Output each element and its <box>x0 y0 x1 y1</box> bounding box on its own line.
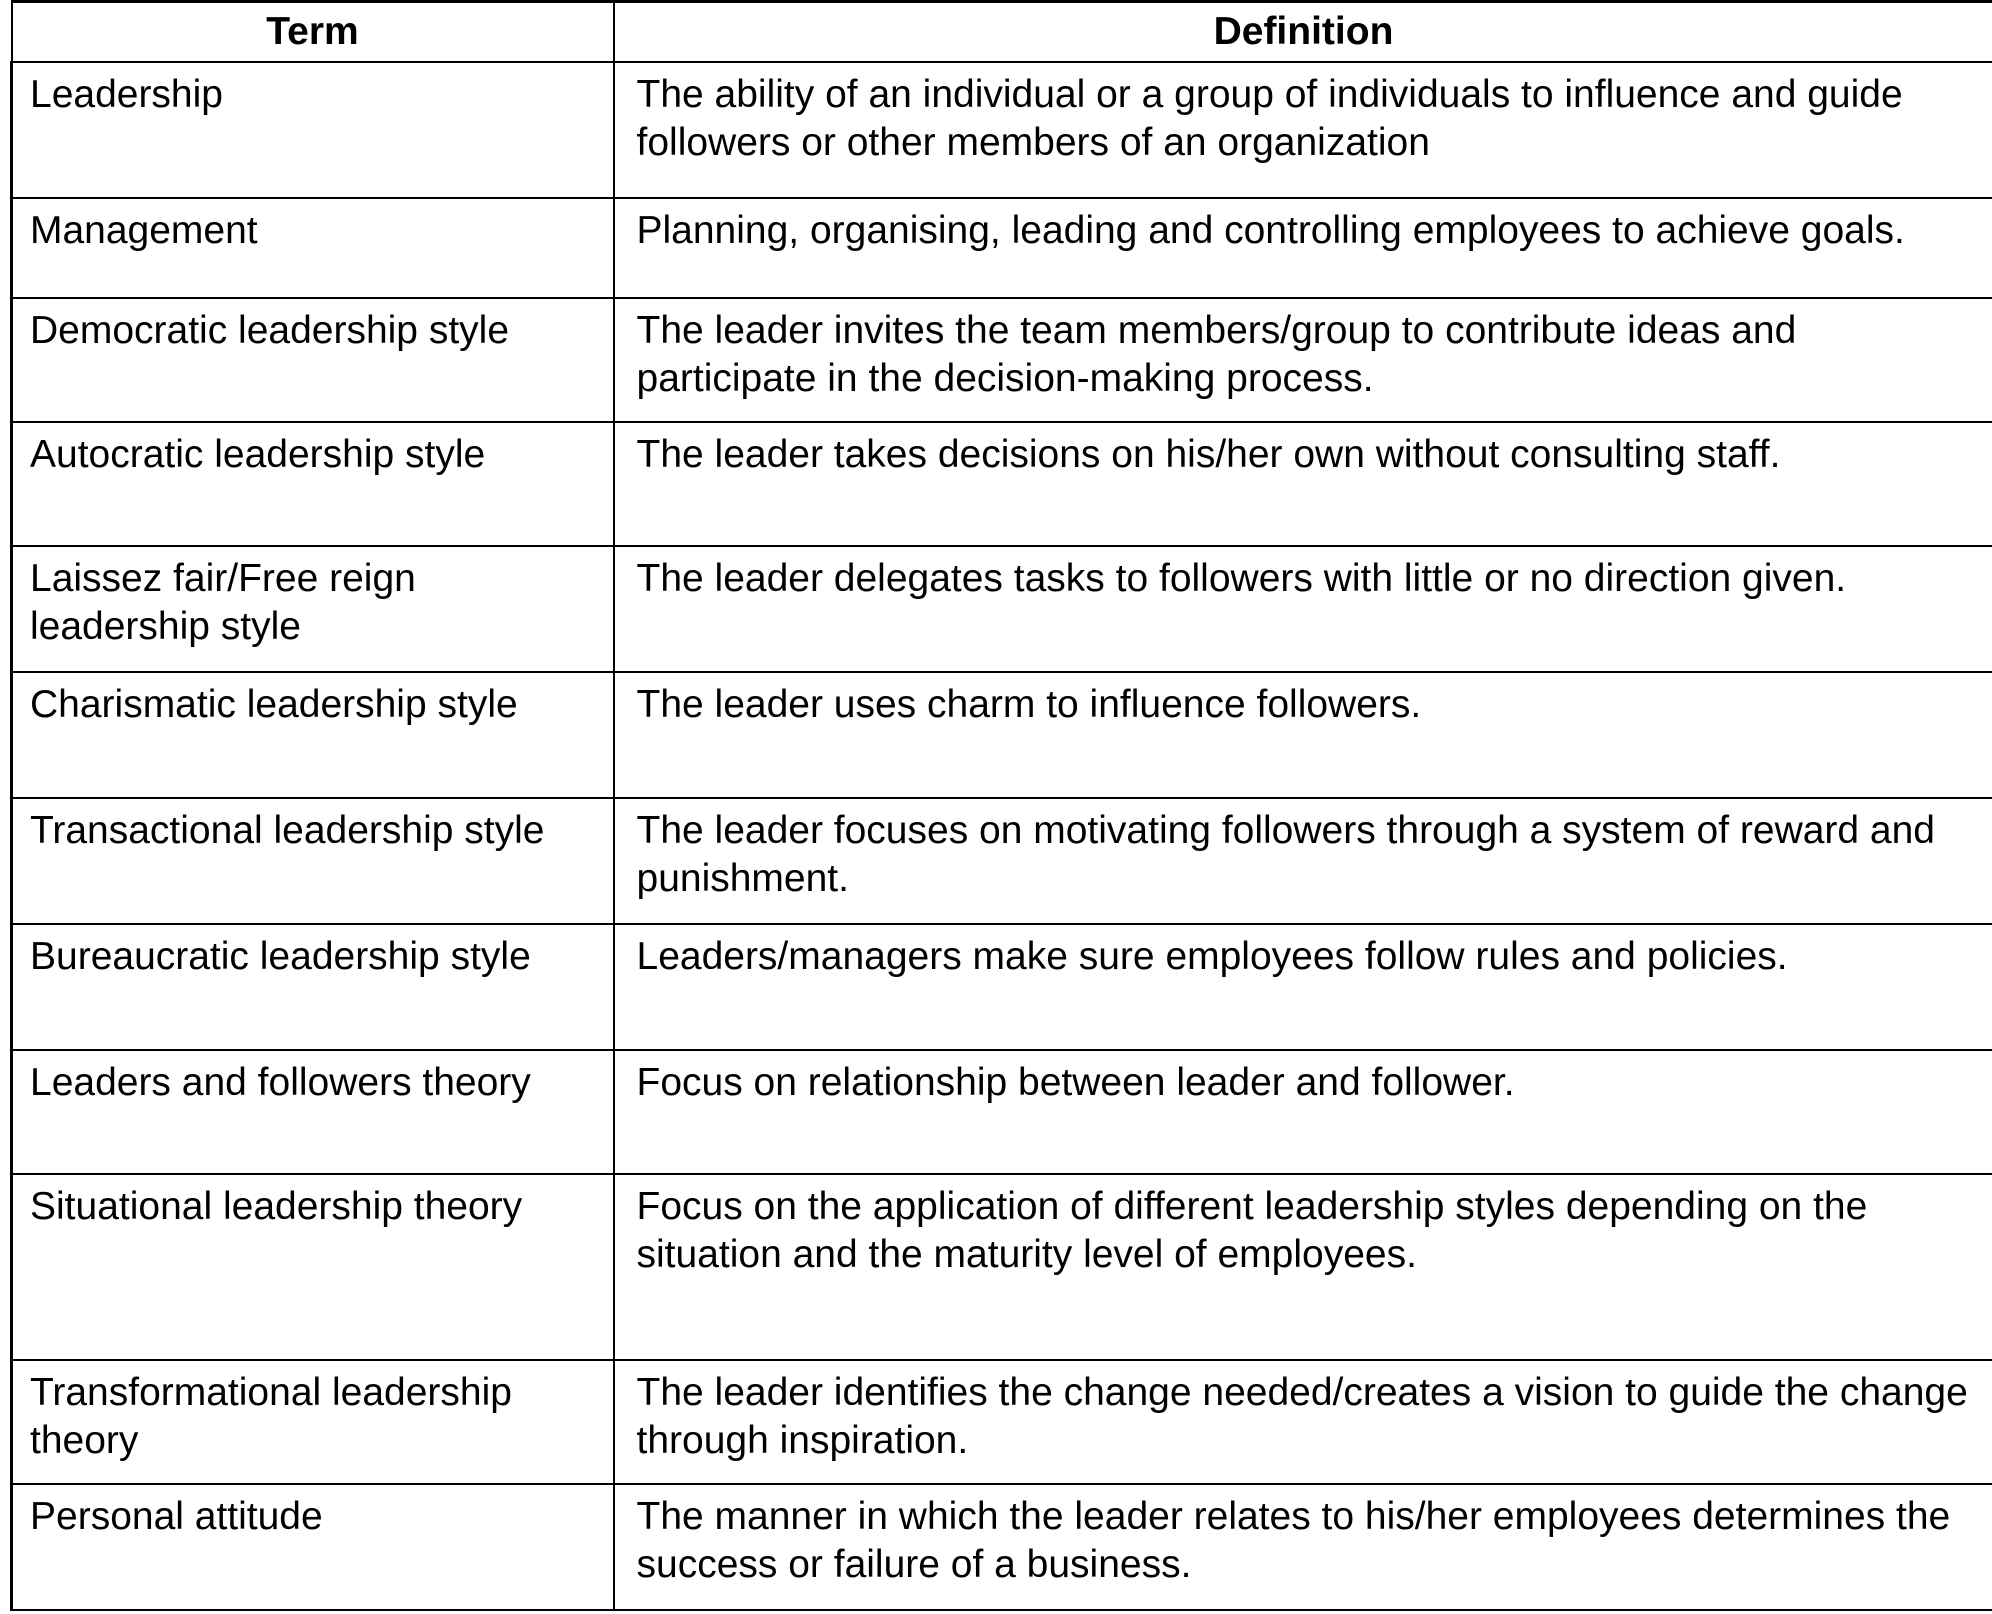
term-cell: Personal attitude <box>12 1484 614 1610</box>
table-row <box>12 924 1992 1050</box>
definition-cell: The leader takes decisions on his/her own without consulting staff. <box>614 422 1992 546</box>
term-cell: Charismatic leadership style <box>12 672 614 798</box>
term-cell: Autocratic leadership style <box>12 422 614 546</box>
definition-cell: Focus on relationship between leader and follower. <box>614 1050 1992 1174</box>
definition-cell: The manner in which the leader relates to his/her employees determines the success or failure of a business. <box>614 1484 1992 1610</box>
table-row <box>12 1484 1992 1610</box>
header-row <box>12 2 1992 62</box>
table-row <box>12 422 1992 546</box>
table-row <box>12 798 1992 924</box>
term-cell: Transformational leadership theory <box>12 1360 614 1484</box>
definition-cell: The leader uses charm to influence followers. <box>614 672 1992 798</box>
table-row <box>12 1050 1992 1174</box>
table-row <box>12 1360 1992 1484</box>
definition-cell: The leader identifies the change needed/creates a vision to guide the change through inspiration. <box>614 1360 1992 1484</box>
table-row <box>12 62 1992 198</box>
table-row <box>12 198 1992 298</box>
term-cell: Situational leadership theory <box>12 1174 614 1360</box>
definition-cell: The leader invites the team members/group to contribute ideas and participate in the decision-making process. <box>614 298 1992 422</box>
term-cell: Democratic leadership style <box>12 298 614 422</box>
term-cell: Leaders and followers theory <box>12 1050 614 1174</box>
term-cell: Leadership <box>12 62 614 198</box>
definition-column-header: Definition <box>614 2 1992 62</box>
term-cell: Bureaucratic leadership style <box>12 924 614 1050</box>
term-cell: Management <box>12 198 614 298</box>
glossary-table <box>10 0 1992 1611</box>
term-column-header: Term <box>12 2 614 62</box>
definition-cell: The ability of an individual or a group of individuals to influence and guide followers or other members of an organization <box>614 62 1992 198</box>
definition-cell: Planning, organising, leading and controlling employees to achieve goals. <box>614 198 1992 298</box>
definition-cell: The leader delegates tasks to followers with little or no direction given. <box>614 546 1992 672</box>
table-body <box>12 62 1992 1610</box>
definition-cell: Leaders/managers make sure employees follow rules and policies. <box>614 924 1992 1050</box>
table-row <box>12 546 1992 672</box>
table-row <box>12 672 1992 798</box>
term-cell: Laissez fair/Free reign leadership style <box>12 546 614 672</box>
table-row <box>12 298 1992 422</box>
definition-cell: The leader focuses on motivating followers through a system of reward and punishment. <box>614 798 1992 924</box>
definition-cell: Focus on the application of different leadership styles depending on the situation and the maturity level of employees. <box>614 1174 1992 1360</box>
table-header <box>12 2 1992 62</box>
table-row <box>12 1174 1992 1360</box>
term-cell: Transactional leadership style <box>12 798 614 924</box>
